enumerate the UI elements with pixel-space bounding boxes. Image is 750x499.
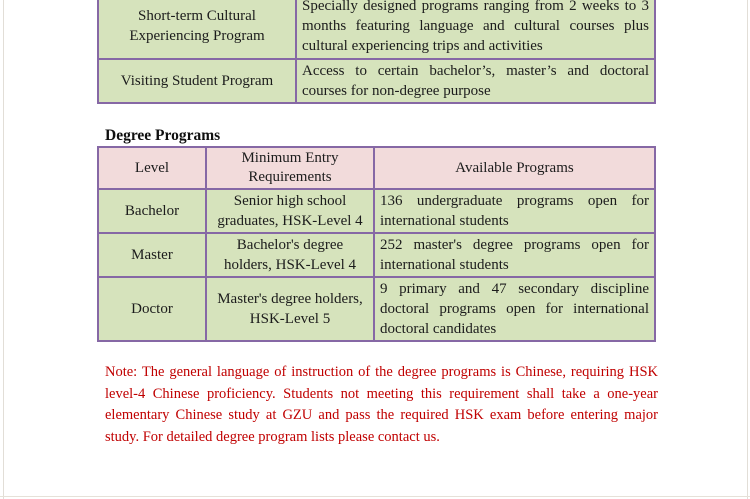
note-line: study. For detailed degree program lists please contact us. <box>105 428 440 445</box>
table-row <box>98 277 655 341</box>
programs-cell: 252 master's degree programs open for international students <box>374 233 655 277</box>
header-level: Level <box>98 147 206 189</box>
program-name-cell: Visiting Student Program <box>98 59 296 103</box>
note-line: Note: The general language of instruction of the degree programs is Chinese, requiring HSK <box>105 364 658 380</box>
level-cell: Bachelor <box>98 189 206 233</box>
programs-cell: 136 undergraduate programs open for international students <box>374 189 655 233</box>
table-row <box>98 233 655 277</box>
note-paragraph <box>105 362 658 448</box>
header-min-entry-requirements: Minimum Entry Requirements <box>206 147 374 189</box>
requirements-cell: Master's degree holders, HSK-Level 5 <box>206 277 374 341</box>
table-header-row <box>98 147 655 189</box>
table-row <box>98 59 655 103</box>
short-term-programs-table <box>97 0 656 104</box>
degree-programs-table <box>97 146 656 342</box>
header-available-programs: Available Programs <box>374 147 655 189</box>
requirements-cell: Senior high school graduates, HSK-Level 4 <box>206 189 374 233</box>
level-cell: Doctor <box>98 277 206 341</box>
page-right-edge <box>747 0 748 499</box>
program-description-cell: Access to certain bachelor’s, master’s and doctoral courses for non-degree purpose <box>296 59 655 103</box>
note-line: elementary Chinese study at GZU and pass the required HSK exam before entering major <box>105 407 658 423</box>
page-bottom-edge <box>0 496 750 497</box>
table-row <box>98 0 655 59</box>
programs-cell: 9 primary and 47 secondary discipline doctoral programs open for international doctoral candidates <box>374 277 655 341</box>
table-row <box>98 189 655 233</box>
program-name-cell: Short-term Cultural Experiencing Program <box>98 0 296 59</box>
program-description-cell: Specially designed programs ranging from 2 weeks to 3 months featuring language and cultural courses plus cultural experiencing trips and activities <box>296 0 655 59</box>
requirements-cell: Bachelor's degree holders, HSK-Level 4 <box>206 233 374 277</box>
degree-programs-heading: Degree Programs <box>105 127 221 144</box>
note-line: level-4 Chinese proficiency. Students not meeting this requirement shall take a one-year <box>105 385 658 402</box>
level-cell: Master <box>98 233 206 277</box>
page-left-edge <box>3 0 4 499</box>
